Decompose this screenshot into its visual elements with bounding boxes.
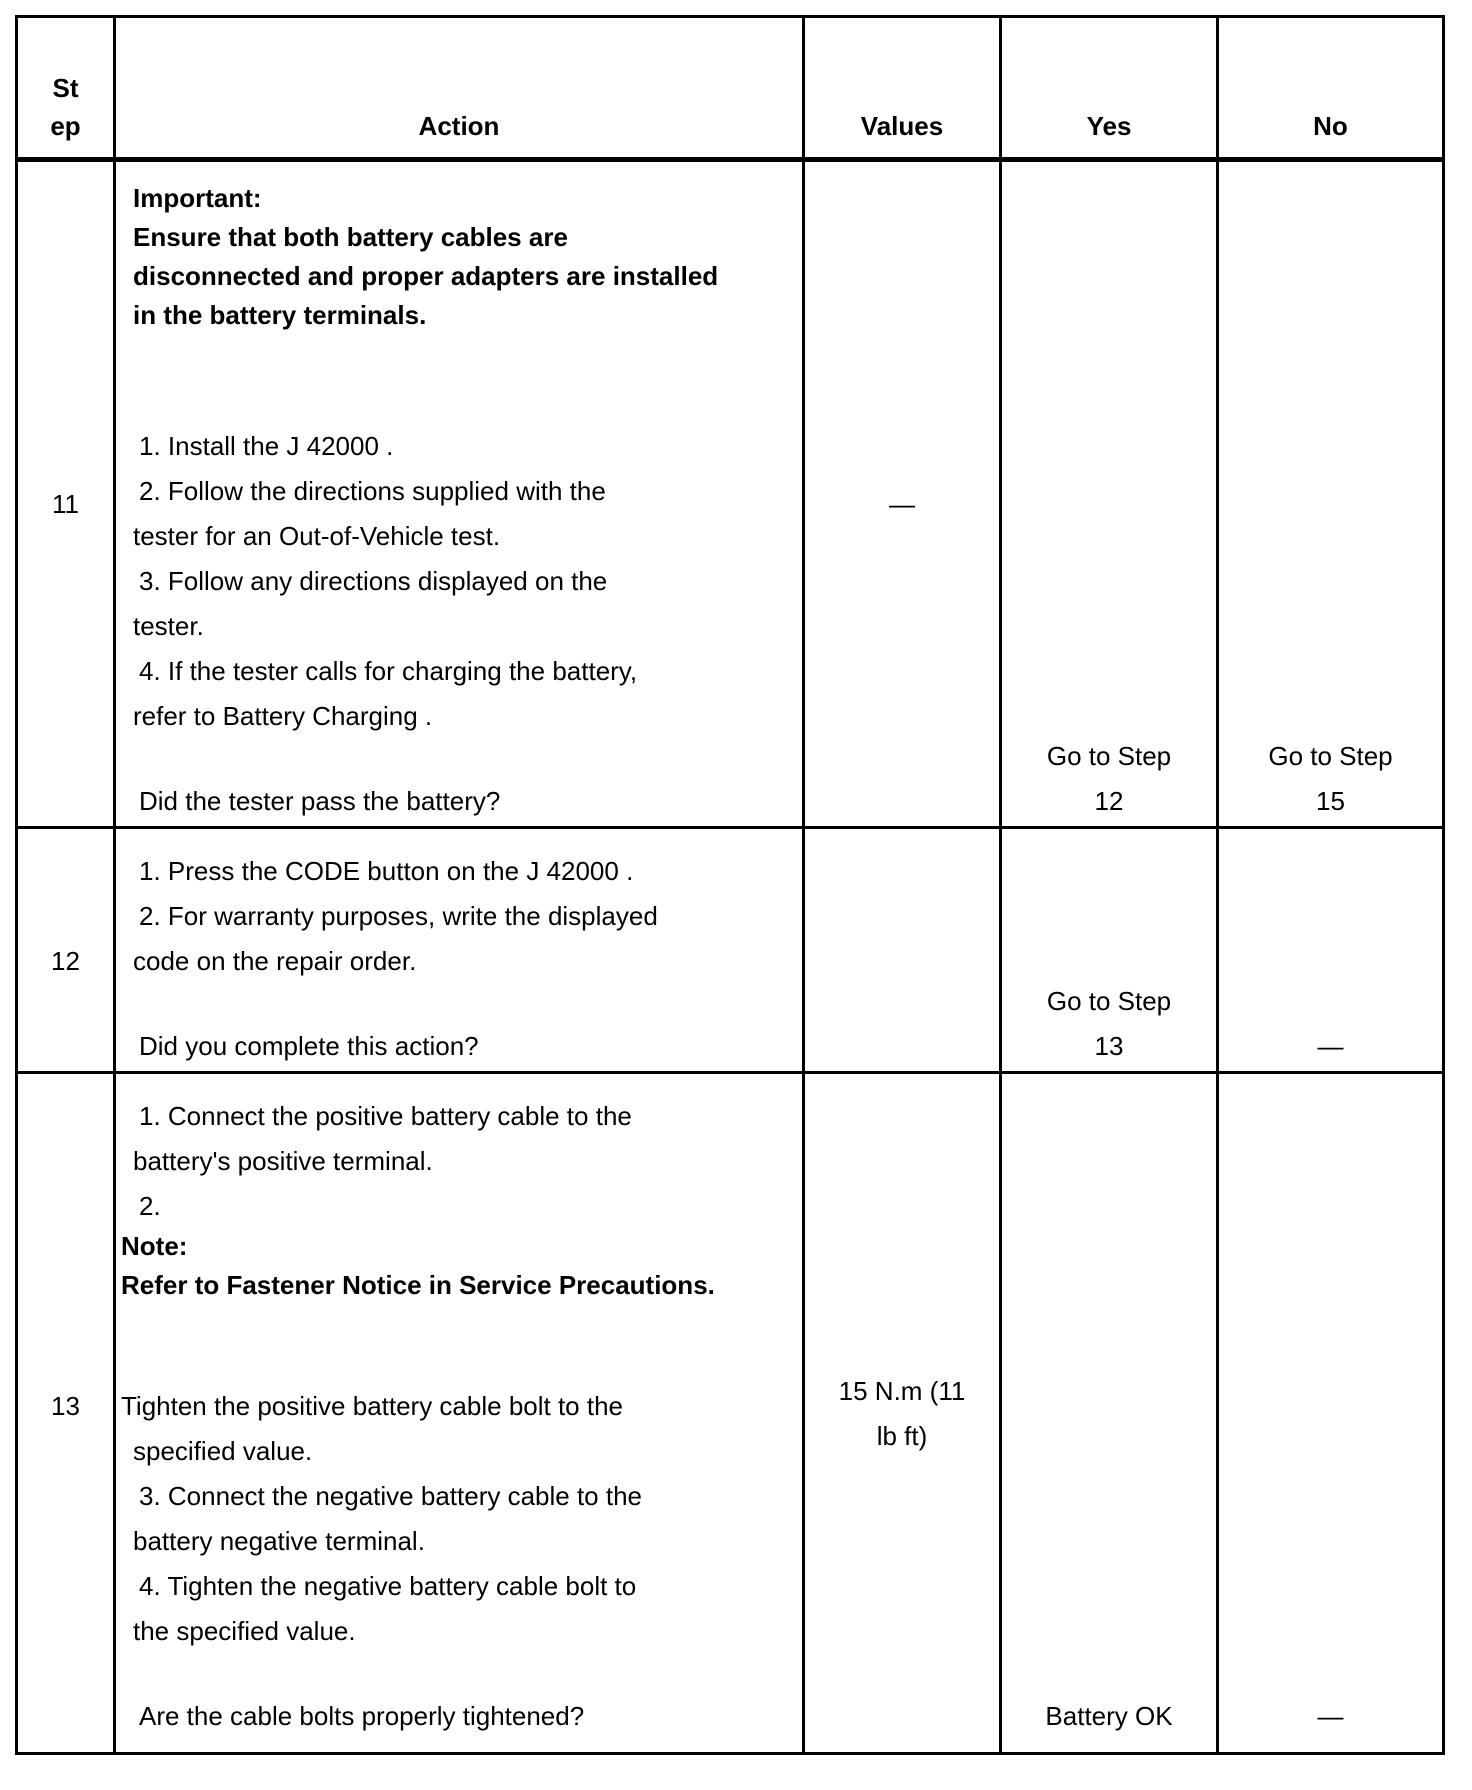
important-text: disconnected and proper adapters are installed — [133, 261, 719, 291]
step-number: 13 — [51, 1391, 80, 1421]
no-cell: — — [1317, 1031, 1344, 1061]
diagnostic-table — [15, 15, 1445, 1755]
action-line: refer to Battery Charging . — [133, 701, 433, 731]
value-cell: — — [889, 489, 915, 519]
action-line: tester for an Out-of-Vehicle test. — [133, 521, 501, 551]
important-label: Important: — [133, 183, 262, 213]
yes-cell: Battery OK — [1045, 1701, 1173, 1731]
table-border-left — [15, 15, 18, 1755]
action-line: 2. For warranty purposes, write the displayed — [139, 901, 658, 931]
table-border-bottom — [15, 1752, 1445, 1755]
no-cell: 15 — [1316, 786, 1345, 816]
yes-cell: Go to Step — [1046, 986, 1172, 1016]
header-action: Action — [418, 111, 500, 141]
step-number: 12 — [51, 946, 80, 976]
value-cell: 15 N.m (11 — [838, 1376, 966, 1406]
action-line: the specified value. — [133, 1616, 356, 1646]
action-line: 1. Install the J 42000 . — [139, 431, 394, 461]
action-question: Did you complete this action? — [139, 1031, 479, 1061]
note-label: Note: — [121, 1231, 188, 1261]
note-text: Refer to Fastener Notice in Service Precautions. — [121, 1270, 715, 1300]
no-cell: Go to Step — [1268, 741, 1393, 771]
step-number: 11 — [52, 489, 79, 519]
action-line: 3. Connect the negative battery cable to the — [139, 1481, 643, 1511]
important-text: Ensure that both battery cables are — [133, 222, 568, 252]
action-question: Are the cable bolts properly tightened? — [139, 1701, 585, 1731]
column-divider — [113, 15, 116, 1755]
no-cell: — — [1317, 1701, 1344, 1731]
header-step-line2: ep — [50, 111, 81, 141]
value-cell: lb ft) — [876, 1421, 928, 1451]
action-line: 1. Connect the positive battery cable to the — [139, 1101, 632, 1131]
action-line: 4. Tighten the negative battery cable bolt to — [139, 1571, 637, 1601]
important-text: in the battery terminals. — [133, 300, 427, 330]
action-line: specified value. — [133, 1436, 313, 1466]
action-line: 3. Follow any directions displayed on the — [139, 566, 608, 596]
action-line: tester. — [133, 611, 204, 641]
header-yes: Yes — [1086, 111, 1132, 141]
action-line: 4. If the tester calls for charging the battery, — [139, 656, 638, 686]
table-border-top — [15, 15, 1445, 18]
action-line: battery's positive terminal. — [133, 1146, 433, 1176]
yes-cell: 12 — [1094, 786, 1124, 816]
header-divider — [15, 157, 1445, 162]
action-line: battery negative terminal. — [133, 1526, 425, 1556]
action-line: 1. Press the CODE button on the J 42000 . — [139, 856, 634, 886]
row-divider — [15, 1071, 1445, 1074]
row-divider — [15, 826, 1445, 829]
action-question: Did the tester pass the battery? — [139, 786, 501, 816]
yes-cell: Go to Step — [1046, 741, 1172, 771]
action-line: Tighten the positive battery cable bolt to the — [121, 1391, 624, 1421]
action-line: 2. Follow the directions supplied with the — [139, 476, 606, 506]
header-step-line1: St — [52, 73, 79, 103]
table-border-right — [1442, 15, 1445, 1755]
header-values: Values — [860, 111, 944, 141]
column-divider — [1216, 15, 1219, 1755]
column-divider — [802, 15, 805, 1755]
header-no: No — [1313, 111, 1348, 141]
yes-cell: 13 — [1094, 1031, 1124, 1061]
action-line: code on the repair order. — [133, 946, 417, 976]
column-divider — [999, 15, 1002, 1755]
action-line: 2. — [139, 1191, 161, 1221]
